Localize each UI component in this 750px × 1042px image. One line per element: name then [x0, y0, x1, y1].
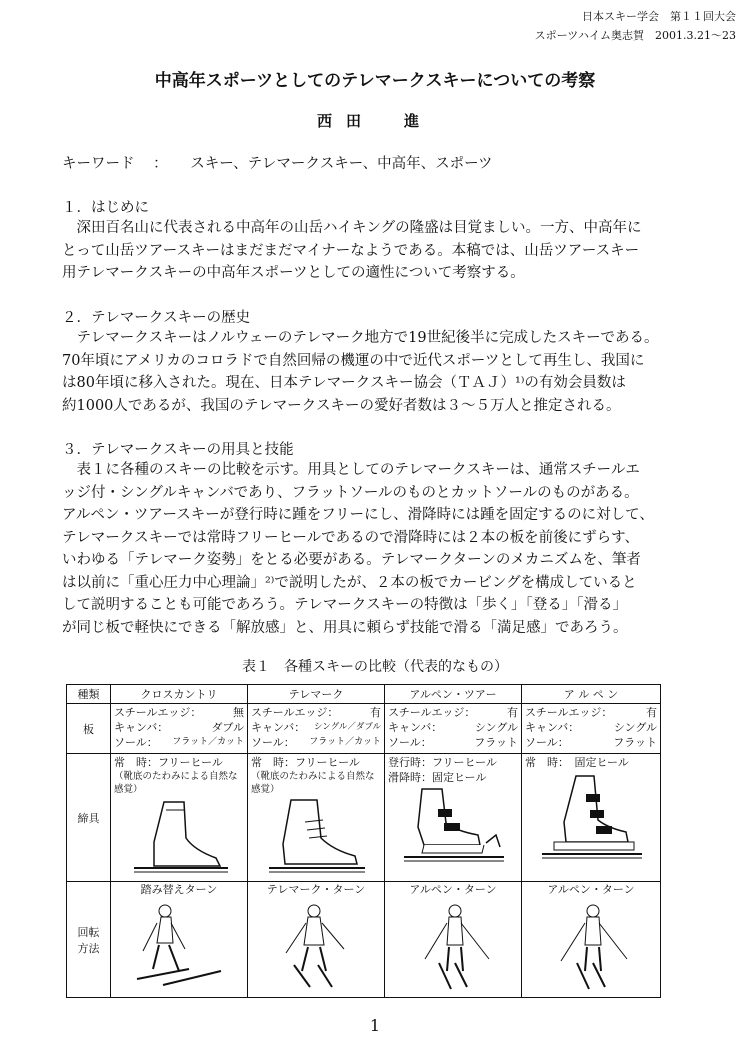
table-caption: 表１ 各種スキーの比較（代表的なもの）	[242, 659, 508, 675]
paragraph-line: 約1000人であるが、我国のテレマークスキーの愛好者数は３～５万人と推定される。	[62, 397, 621, 414]
paragraph-line: アルペン・ツアースキーが登行時に踵をフリーにし、滑降時には踵を固定するのに対して、	[62, 507, 654, 523]
binding-cell-alpine-tour	[385, 754, 522, 882]
spec-value: 有	[646, 706, 657, 719]
author-name: 西田 進	[316, 112, 433, 130]
board-cell-telemark	[248, 704, 385, 754]
turn-label: テレマーク・ターン	[266, 883, 366, 896]
board-cell-alpine-tour	[385, 704, 522, 754]
board-cell-crosscountry	[111, 704, 248, 754]
skier-telemark-turn-illustration	[266, 899, 366, 991]
turn-label: アルペン・ターン	[409, 883, 497, 896]
binding-text: 常 時：フリーヒール	[251, 756, 360, 769]
paragraph-line: テレマークスキーはノルウェーのテレマーク地方で19世紀後半に完成したスキーである。	[62, 330, 659, 346]
paragraph-line: テレマークスキーでは常時フリーヒールであるので滑降時には２本の板を前後にずらす、	[62, 529, 639, 546]
binding-cell-crosscountry	[111, 754, 248, 882]
conference-header-line2: スポーツハイム奥志賀 2001.3.21～23	[534, 29, 736, 42]
ski-comparison-table	[66, 684, 661, 998]
paragraph-line: が同じ板で軽快にできる「解放感」と、用具に頼らず技能で滑る「満足感」であろう。	[62, 619, 628, 636]
turn-cell-alpine	[522, 882, 661, 998]
skier-alpine-turn-illustration	[403, 899, 503, 991]
binding-text: 登行時：フリーヒール	[388, 756, 497, 769]
skier-alpine-turn-illustration	[541, 899, 641, 991]
spec-value: シングル／ダブル	[313, 722, 381, 732]
binding-text: 滑降時：固定ヒール	[388, 771, 487, 784]
spec-key: ソール：	[388, 736, 432, 749]
telemark-boot-illustration	[261, 798, 371, 878]
spec-key: キャンバ：	[251, 721, 306, 734]
spec-key: キャンバ：	[525, 721, 580, 734]
spec-value: フラット	[613, 736, 657, 749]
binding-text: 常 時： 固定ヒール	[525, 756, 629, 769]
conference-header-line1: 日本スキー学会 第１１回大会	[582, 10, 736, 23]
table-header-cell: アルペン・ツアー	[385, 685, 522, 704]
row-label-turn-line1: 回転	[77, 925, 100, 939]
paragraph-line: は以前に「重心圧力中心理論」²⁾で説明したが、２本の板でカービングを構成していると	[62, 574, 637, 591]
turn-cell-alpine-tour	[385, 882, 522, 998]
binding-note: （靴底のたわみによる自然な感覚）	[251, 771, 375, 795]
row-label-binding: 締具	[67, 754, 111, 882]
crosscountry-boot-illustration	[124, 798, 234, 878]
spec-key: スチールエッジ：	[525, 706, 613, 719]
spec-value: 無	[233, 706, 244, 719]
spec-value: シングル	[613, 721, 657, 734]
spec-key: スチールエッジ：	[114, 706, 202, 719]
keywords-separator: ：	[153, 156, 168, 172]
table-header-row	[67, 685, 661, 704]
paragraph-line: 深田百名山に代表される中高年の山岳ハイキングの隆盛は目覚ましい。一方、中高年に	[62, 220, 642, 236]
paragraph-line: して説明することも可能であろう。テレマークスキーの特徴は「歩く」「登る」「滑る」	[62, 597, 628, 613]
section-heading-1: １．はじめに	[62, 200, 149, 216]
spec-key: キャンバ：	[388, 721, 443, 734]
spec-key: スチールエッジ：	[388, 706, 476, 719]
section-body-2	[62, 327, 688, 417]
binding-text: 常 時：フリーヒール	[114, 756, 223, 769]
turn-label: アルペン・ターン	[547, 883, 635, 896]
paragraph-line: 用テレマークスキーの中高年スポーツとしての適性について考察する。	[62, 265, 525, 281]
section-body-1	[62, 217, 688, 285]
section-heading-2: ２．テレマークスキーの歴史	[62, 310, 251, 326]
paragraph-line: 表１に各種のスキーの比較を示す。用具としてのテレマークスキーは、通常スチールエ	[62, 462, 640, 478]
section-heading-3: ３．テレマークスキーの用具と技能	[62, 442, 294, 458]
skier-step-turn-illustration	[129, 899, 229, 991]
row-label-board: 板	[67, 704, 111, 754]
table-row-board	[67, 704, 661, 754]
table-row-binding	[67, 754, 661, 882]
spec-value: 有	[507, 706, 518, 719]
table-header-cell: クロスカントリ	[111, 685, 248, 704]
row-label-turn-line2: 方法	[77, 941, 100, 955]
spec-value: ダブル	[211, 721, 244, 734]
section-body-3	[62, 459, 688, 639]
table-header-cell: 種類	[67, 685, 111, 704]
turn-cell-telemark	[248, 882, 385, 998]
spec-value: フラット／カット	[309, 737, 381, 747]
spec-key: キャンバ：	[114, 721, 169, 734]
page-number: 1	[369, 1016, 381, 1035]
spec-key: ソール：	[114, 736, 158, 749]
binding-cell-alpine	[522, 754, 661, 882]
board-cell-alpine	[522, 704, 661, 754]
table-header-cell: ア ル ペ ン	[522, 685, 661, 704]
turn-cell-crosscountry	[111, 882, 248, 998]
table-header-cell: テレマーク	[248, 685, 385, 704]
table-row-turn	[67, 882, 661, 998]
alpine-boot-illustration	[536, 772, 646, 864]
binding-note: （靴底のたわみによる自然な感覚）	[114, 771, 238, 795]
spec-value: シングル	[474, 721, 518, 734]
keywords	[62, 152, 493, 173]
keywords-text: スキー、テレマークスキー、中高年、スポーツ	[190, 156, 493, 172]
paper-title: 中高年スポーツとしてのテレマークスキーについての考察	[154, 71, 596, 91]
spec-key: ソール：	[525, 736, 569, 749]
keywords-label: キーワード	[62, 156, 135, 172]
spec-value: 有	[370, 706, 381, 719]
paragraph-line: いわゆる「テレマーク姿勢」をとる必要がある。テレマークターンのメカニズムを、筆者	[62, 552, 641, 568]
paragraph-line: は80年頃に移入された。現在、日本テレマークスキー協会（ＴＡＪ）¹⁾の有効会員数は	[62, 375, 626, 391]
row-label-turn	[67, 882, 111, 998]
alpine-tour-boot-illustration	[398, 787, 508, 867]
paragraph-line: 70年頃にアメリカのコロラドで自然回帰の機運の中で近代スポーツとして再生し、我国に	[62, 352, 645, 369]
paragraph-line: ッジ付・シングルキャンバであり、フラットソールのものとカットソールのものがある。	[62, 484, 639, 501]
spec-value: フラット／カット	[172, 737, 244, 747]
turn-label: 踏み替えターン	[140, 883, 218, 896]
binding-cell-telemark	[248, 754, 385, 882]
spec-key: スチールエッジ：	[251, 706, 339, 719]
paragraph-line: とって山岳ツアースキーはまだまだマイナーなようである。本稿では、山岳ツアースキー	[62, 242, 640, 259]
spec-key: ソール：	[251, 736, 295, 749]
spec-value: フラット	[474, 736, 518, 749]
